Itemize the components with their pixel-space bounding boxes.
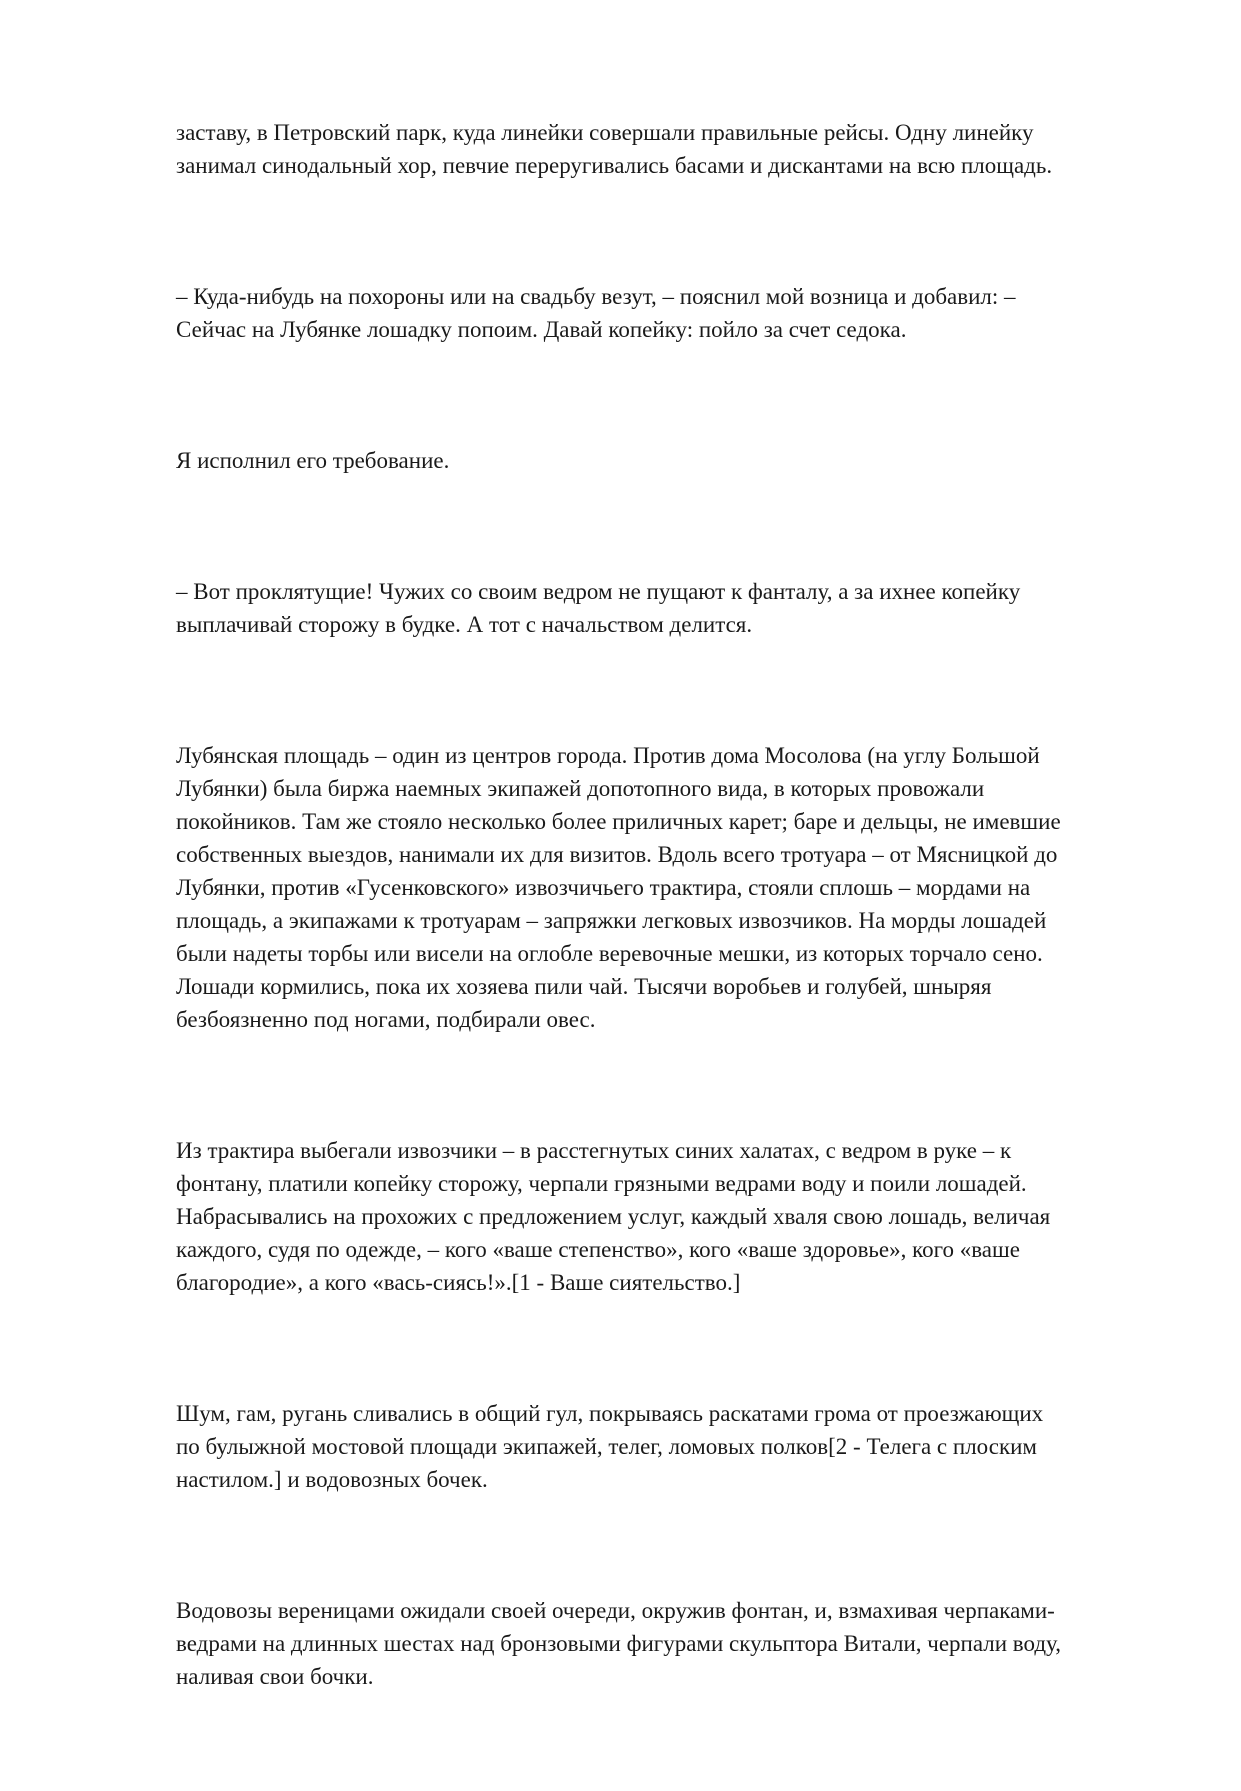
text-column: [176, 116, 1156, 1791]
paragraph: – Вот проклятущие! Чужих со своим ведром не пущают к фанталу, а за ихнее копейку выплачивай сторожу в будке. А тот с начальством делится.: [176, 579, 1021, 637]
paragraph: – Куда-нибудь на похороны или на свадьбу везут, – пояснил мой возница и добавил: – Сейчас на Лубянке лошадку попоим. Давай копейку: пойло за счет седока.: [176, 284, 1016, 342]
paragraph: Водовозы вереницами ожидали своей очереди, окружив фонтан, и, взмахивая черпаками- ведрами на длинных шестах над бронзовыми фигурами скульптора Витали, черпали воду, наливая свои бочки.: [176, 1598, 1061, 1689]
paragraph: Из трактира выбегали извозчики – в расстегнутых синих халатах, с ведром в руке – к фонтану, платили копейку сторожу, черпали грязными ведрами воду и поили лошадей. Набрасывались на прохожих с предложением услуг, каждый хваля свою лошадь, величая каждого, судя по одежде, – кого «ваше степенство», кого «ваше здоровье», кого «ваше благородие», а кого «вась-сиясь!».[1 - Ваше сиятельство.]: [176, 1138, 1051, 1295]
paragraph: Лубянская площадь – один из центров города. Против дома Мосолова (на углу Большой Лубянки) была биржа наемных экипажей допотопного вида, в которых провожали покойников. Там же стояло несколько более приличных карет; баре и дельцы, не имевшие собственных выездов, нанимали их для визитов. Вдоль всего тротуара – от Мясницкой до Лубянки, против «Гусенковского» извозчичьего трактира, стояли сплошь – мордами на площадь, а экипажами к тротуарам – запряжки легковых извозчиков. На морды лошадей были надеты торбы или висели на оглобле веревочные мешки, из которых торчало сено. Лошади кормились, пока их хозяева пили чай. Тысячи воробьев и голубей, шныряя безбоязненно под ногами, подбирали овес.: [176, 743, 1061, 1032]
paragraph: Я исполнил его требование.: [176, 448, 450, 473]
paragraph: Шум, гам, ругань сливались в общий гул, покрываясь раскатами грома от проезжающих по булыжной мостовой площади экипажей, телег, ломовых полков[2 - Телега с плоским настилом.] и водовозных бочек.: [176, 1401, 1044, 1492]
paragraph: заставу, в Петровский парк, куда линейки совершали правильные рейсы. Одну линейку занимал синодальный хор, певчие переругивались басами и дискантами на всю площадь.: [176, 120, 1053, 178]
